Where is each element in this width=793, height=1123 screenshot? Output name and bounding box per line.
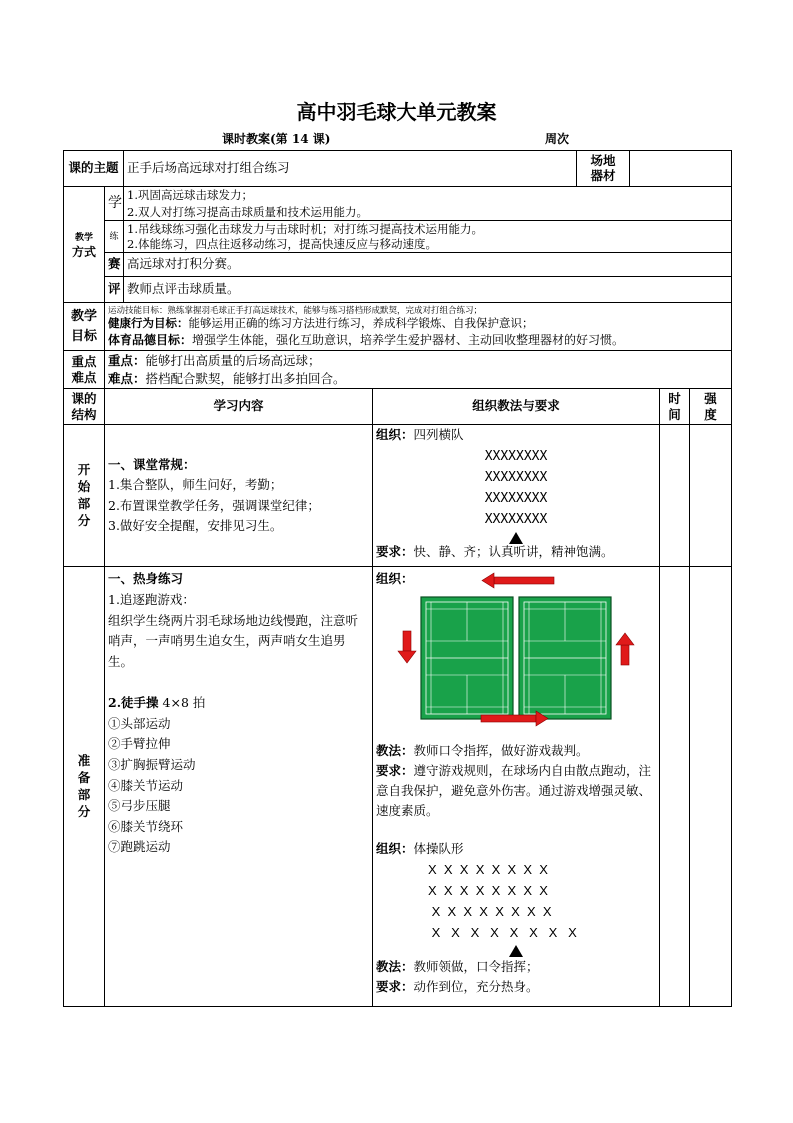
key-point: 能够打出高质量的后场高远球； (145, 352, 321, 368)
prep-teach: 教师口令指挥，做好游戏裁判。 (413, 743, 589, 759)
formation-row: XXXXXXXX (484, 512, 548, 528)
method-label: 教学 方式 (64, 187, 105, 303)
formation-row: X X X X X X X X (428, 883, 548, 899)
formation-row: XXXXXXXX (484, 449, 548, 465)
formation-row: X X X X X X X X (428, 904, 552, 920)
prep-teach2-label: 教法： (376, 959, 414, 975)
prep-heading: 一、热身练习 (108, 571, 184, 587)
goals-label: 教学 目标 (64, 303, 105, 351)
method-line: 2.体能练习，四点往返移动练习，提高快速反应与移动速度。 (127, 236, 437, 251)
goal-health-label: 健康行为目标： (108, 316, 189, 331)
teacher-triangle-icon (509, 945, 523, 957)
method-line: 2.双人对打练习提高击球质量和技术运用能力。 (127, 204, 368, 219)
goal-moral-label: 体育品德目标： (108, 332, 193, 347)
header-intensity: 强 度 (690, 389, 732, 425)
goal-moral: 增强学生体能，强化互助意识，培养学生爱护器材、主动回收整理器材的好习惯。 (192, 332, 625, 347)
start-req-label: 要求： (376, 544, 414, 560)
method-line: 教师点评击球质量。 (124, 277, 732, 303)
lesson-plan-table (63, 150, 732, 1007)
exercise-item: ⑤弓步压腿 (108, 798, 171, 814)
exercise-title: 2.徒手操 (108, 695, 159, 711)
prep-org-label: 组织： (376, 571, 414, 587)
method-line: 1.吊线球练习强化击球发力与击球时机；对打练习提高技术运用能力。 (127, 222, 483, 237)
start-org-label: 组织： (376, 427, 414, 443)
start-heading: 一、课堂常规： (108, 456, 196, 472)
topic-label: 课的主题 (64, 151, 124, 187)
method-key-eval: 评 (105, 277, 124, 303)
arrow-down-icon (398, 631, 416, 663)
lesson-number: 课时教案(第 14 课) (222, 132, 331, 146)
exercise-item: ④膝关节运动 (108, 777, 184, 793)
key-label: 重点： (108, 352, 146, 368)
exercise-count: 4×8 拍 (162, 695, 206, 711)
method-key-practice: 练 (105, 221, 124, 253)
prep-req: 遵守游戏规则，在球场内自由散点跑动，注意自我保护，避免意外伤害。通过游戏增强灵敏、速度素质。 (376, 763, 652, 819)
exercise-item: ①头部运动 (108, 715, 171, 731)
method-line: 高远球对打积分赛。 (124, 253, 732, 277)
prep-req2: 动作到位，充分热身。 (413, 979, 539, 995)
difficulty: 搭档配合默契，能够打出多拍回合。 (145, 370, 346, 386)
method-line: 1.巩固高远球击球发力； (127, 188, 253, 202)
start-item: 1.集合整队，师生问好，考勤； (108, 477, 283, 493)
start-req: 快、静、齐；认真听讲，精神饱满。 (413, 544, 614, 560)
method-key-match: 赛 (105, 253, 124, 277)
header-structure: 课的 结构 (64, 389, 105, 425)
venue-label: 场地 器材 (577, 151, 630, 187)
prep-req-label: 要求： (376, 763, 414, 779)
prep-teach2: 教师领做，口令指挥； (413, 959, 539, 975)
keypoints-label: 重点 难点 (64, 351, 105, 389)
formation-row: XXXXXXXX (484, 491, 548, 507)
header-content: 学习内容 (105, 389, 373, 425)
goal-health: 能够运用正确的练习方法进行练习，养成科学锻炼、自我保护意识； (188, 316, 534, 331)
game-desc: 组织学生绕两片羽毛球场地边线慢跑，注意听哨声，一声哨男生追女生，两声哨女生追男生。 (108, 612, 359, 669)
exercise-item: ③扩胸振臂运动 (108, 756, 196, 772)
start-section-label: 开 始 部 分 (64, 425, 105, 567)
prep-org2: 体操队形 (413, 841, 464, 857)
badminton-court (519, 597, 611, 719)
start-org: 四列横队 (413, 427, 464, 443)
start-item: 2.布置课堂教学任务，强调课堂纪律； (108, 497, 320, 513)
formation-row: X X X X X X X X (428, 925, 577, 941)
header-method: 组织教法与要求 (373, 389, 660, 425)
header-time: 时 间 (660, 389, 690, 425)
topic-value: 正手后场高远球对打组合练习 (124, 151, 577, 187)
prep-teach-label: 教法： (376, 743, 414, 759)
prep-section-label: 准 备 部 分 (64, 567, 105, 1007)
arrow-up-icon (616, 633, 634, 665)
method-key-learn: 学 (105, 187, 124, 221)
exercise-item: ⑥膝关节绕环 (108, 818, 184, 834)
page-title: 高中羽毛球大单元教案 (296, 100, 497, 124)
prep-org2-label: 组织： (376, 841, 414, 857)
game-title: 1.追逐跑游戏： (108, 591, 195, 607)
formation-row: X X X X X X X X (428, 862, 548, 878)
prep-req2-label: 要求： (376, 979, 414, 995)
diff-label: 难点： (108, 370, 146, 386)
week-label: 周次 (545, 132, 570, 146)
teacher-triangle-icon (509, 532, 523, 544)
arrow-left-icon (482, 573, 554, 588)
goal-skill: 运动技能目标：熟练掌握羽毛球正手打高远球技术，能够与练习搭档形成默契，完成对打组合练习； (108, 305, 483, 316)
exercise-item: ②手臂拉伸 (108, 736, 171, 752)
badminton-court (421, 597, 513, 719)
start-item: 3.做好安全提醒，安排见习生。 (108, 518, 283, 534)
formation-row: XXXXXXXX (484, 470, 548, 486)
venue-value (630, 151, 732, 187)
court-diagram (376, 567, 656, 727)
exercise-item: ⑦跑跳运动 (108, 839, 171, 855)
